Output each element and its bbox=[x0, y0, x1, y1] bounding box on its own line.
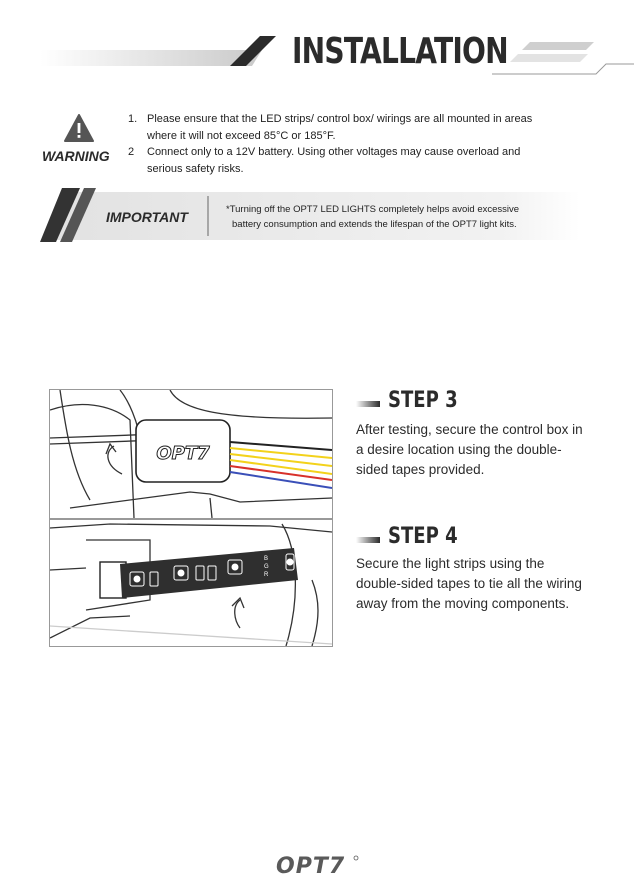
step-3-dash bbox=[356, 401, 380, 407]
step-4-photo bbox=[49, 519, 333, 647]
led-strip bbox=[120, 548, 298, 598]
step-3-photo bbox=[49, 389, 333, 519]
footer-logo-text: OPT7 bbox=[276, 854, 346, 878]
opt7-logo bbox=[272, 852, 362, 878]
warning-item-number: 2 bbox=[128, 146, 135, 158]
warning-label: WARNING bbox=[42, 148, 110, 164]
step-3-title: STEP 3 bbox=[388, 388, 458, 413]
step-4-body: Secure the light strips using the double-sided tapes to tie all the wiring away from the moving components. bbox=[356, 556, 582, 611]
warning-item-text: Please ensure that the LED strips/ control box/ wirings are all mounted in areas where it will not exceed 85°C or 185°F. bbox=[147, 113, 533, 142]
strip-mark: R bbox=[264, 572, 269, 578]
warning-triangle-icon bbox=[64, 114, 94, 142]
important-label: IMPORTANT bbox=[106, 209, 188, 225]
control-box bbox=[136, 420, 230, 482]
warning-item-number: 1. bbox=[128, 113, 138, 125]
page-title: INSTALLATION bbox=[292, 31, 508, 72]
control-box-illustration bbox=[50, 390, 332, 518]
step-4-dash bbox=[356, 537, 380, 543]
step-4-title: STEP 4 bbox=[388, 524, 458, 549]
strip-mark: G bbox=[264, 564, 269, 570]
important-note-line: *Turning off the OPT7 LED LIGHTS completely helps avoid excessive bbox=[226, 204, 520, 215]
important-note-line: battery consumption and extends the lifespan of the OPT7 light kits. bbox=[232, 219, 517, 230]
strip-mark: B bbox=[264, 556, 269, 562]
control-box-logo: OPT7 bbox=[156, 443, 210, 464]
important-note bbox=[226, 202, 556, 232]
light-strip-illustration bbox=[50, 520, 332, 646]
step-3-body: After testing, secure the control box in a desire location using the double-sided tapes provided. bbox=[356, 422, 583, 477]
warning-item-text: Connect only to a 12V battery. Using other voltages may cause overload and serious safety risks. bbox=[147, 146, 521, 175]
